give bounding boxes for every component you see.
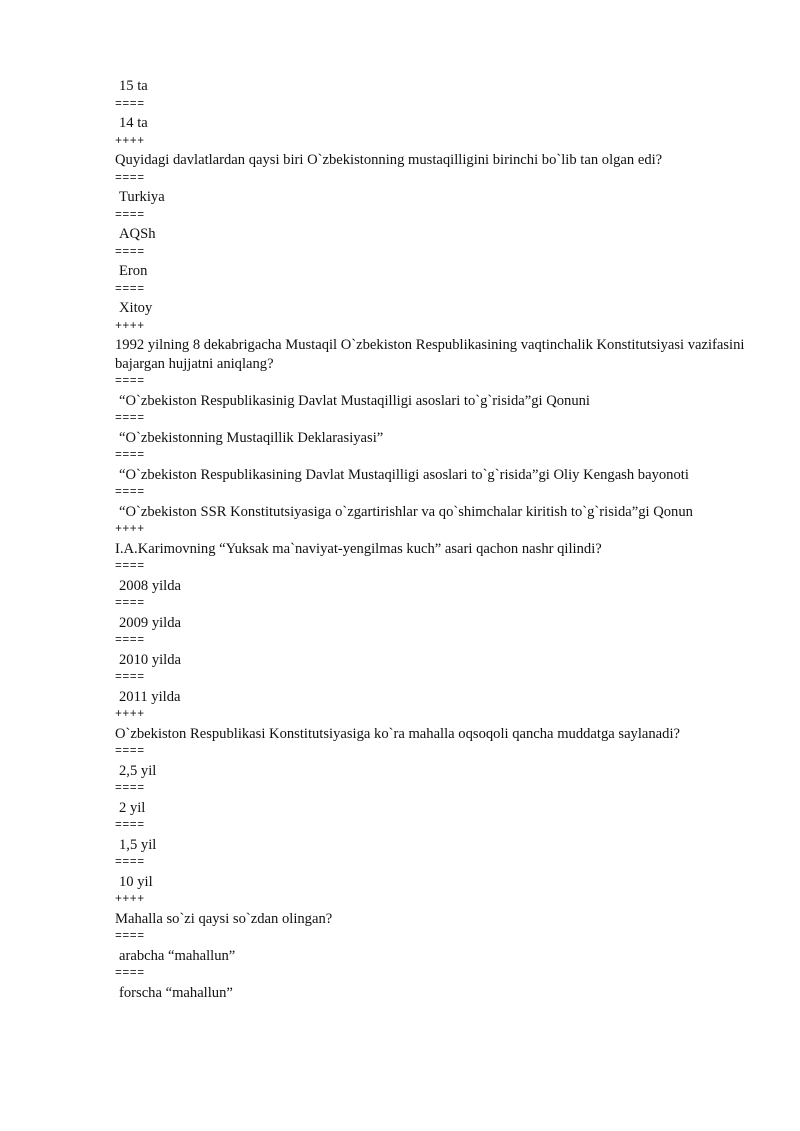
answer-option: forscha “mahallun” bbox=[119, 984, 233, 1001]
answer-option: 15 ta bbox=[119, 78, 148, 94]
answer-option: AQSh bbox=[119, 226, 156, 242]
question-text: O`zbekiston Respublikasi Konstitutsiyasiga ko`ra mahalla oqsoqoli qancha muddatga saylanadi? bbox=[115, 725, 680, 742]
answer-option: 2011 yilda bbox=[119, 688, 181, 705]
separator-line: ++++ bbox=[115, 893, 145, 906]
answer-option: 2 yil bbox=[119, 799, 146, 816]
question-text: Quyidagi davlatlardan qaysi biri O`zbekistonning mustaqilligini birinchi bo`lib tan olgan edi? bbox=[115, 152, 663, 168]
separator-line: ==== bbox=[115, 597, 145, 610]
answer-option: Eron bbox=[119, 263, 148, 279]
answer-option: “O`zbekistonning Mustaqillik Deklarasiyasi” bbox=[119, 429, 384, 446]
question-text: Mahalla so`zi qaysi so`zdan olingan? bbox=[115, 910, 333, 927]
answer-option: 2009 yilda bbox=[119, 614, 182, 631]
separator-line: ==== bbox=[115, 486, 145, 499]
separator-line: ==== bbox=[115, 856, 145, 869]
answer-option: 2,5 yil bbox=[119, 762, 157, 779]
separator-line: ++++ bbox=[115, 319, 145, 333]
answer-option: 1,5 yil bbox=[119, 836, 157, 853]
separator-line: ==== bbox=[115, 745, 145, 758]
separator-line: ==== bbox=[115, 560, 145, 573]
answer-option: 2010 yilda bbox=[119, 651, 182, 668]
separator-line: ==== bbox=[115, 967, 145, 980]
answer-option: “O`zbekiston Respublikasinig Davlat Mustaqilligi asoslari to`g`risida”gi Qonuni bbox=[119, 392, 590, 409]
separator-line: ==== bbox=[115, 412, 145, 425]
answer-option: 10 yil bbox=[119, 873, 153, 890]
separator-line: ==== bbox=[115, 930, 145, 943]
separator-line: ++++ bbox=[115, 523, 145, 536]
separator-line: ==== bbox=[115, 634, 145, 647]
separator-line: ++++ bbox=[115, 708, 145, 721]
separator-line: ==== bbox=[115, 819, 145, 832]
separator-line: ==== bbox=[115, 208, 145, 222]
answer-option: 14 ta bbox=[119, 115, 148, 131]
answer-option: “O`zbekiston Respublikasining Davlat Mustaqilligi asoslari to`g`risida”gi Oliy Kengash bayonoti bbox=[119, 466, 689, 483]
answer-option: “O`zbekiston SSR Konstitutsiyasiga o`zgartirishlar va qo`shimchalar kiritish to`g`risida”gi Qonun bbox=[119, 503, 693, 520]
answer-option: Turkiya bbox=[119, 189, 165, 205]
separator-line: ==== bbox=[115, 782, 145, 795]
answer-option: 2008 yilda bbox=[119, 577, 182, 594]
separator-line: ==== bbox=[115, 171, 145, 185]
separator-line: ==== bbox=[115, 282, 145, 296]
separator-line: ==== bbox=[115, 671, 145, 684]
separator-line: ==== bbox=[115, 449, 145, 462]
document-page bbox=[115, 77, 755, 1002]
question-text: 1992 yilning 8 dekabrigacha Mustaqil O`zbekiston Respublikasining vaqtinchalik Konstitutsiyasi vazifasini bajargan hujjatni aniqlang? bbox=[115, 337, 749, 372]
separator-line: ==== bbox=[115, 375, 145, 388]
separator-line: ==== bbox=[115, 97, 145, 111]
answer-option: arabcha “mahallun” bbox=[119, 947, 236, 964]
answer-option: Xitoy bbox=[119, 300, 153, 316]
question-text: I.A.Karimovning “Yuksak ma`naviyat-yengilmas kuch” asari qachon nashr qilindi? bbox=[115, 540, 602, 557]
separator-line: ++++ bbox=[115, 134, 145, 148]
separator-line: ==== bbox=[115, 245, 145, 259]
